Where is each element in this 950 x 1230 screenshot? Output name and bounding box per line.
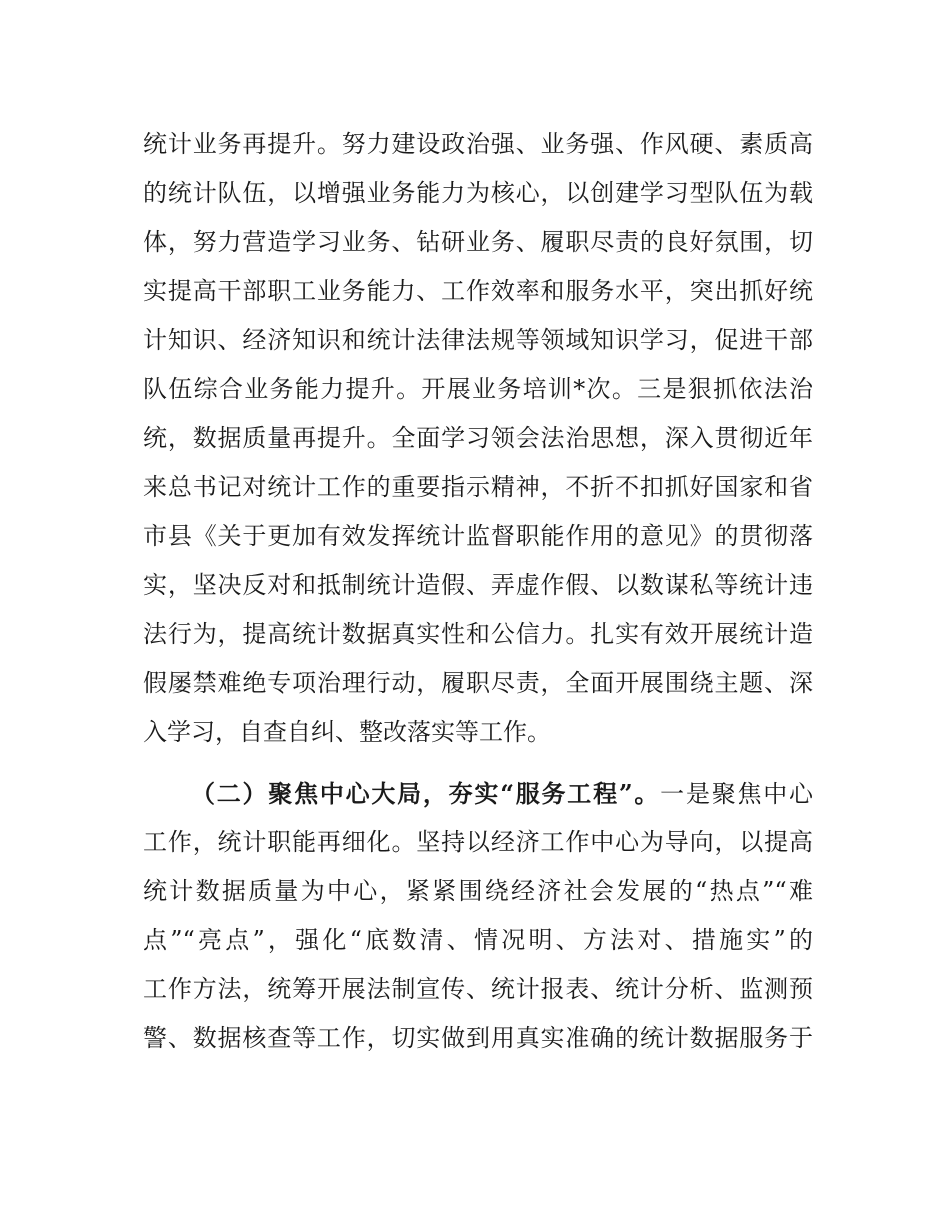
paragraph-1 [143,120,813,757]
text-line: 计知识、经济知识和统计法律法规等领域知识学习，促进干部 [143,326,813,354]
paragraph-2 [143,769,813,1063]
text-line: 点”“亮点”，强化“底数清、情况明、方法对、措施实”的 [143,926,813,954]
text-line: 工作方法，统筹开展法制宣传、统计报表、统计分析、监测预 [143,975,813,1003]
text-line: 法行为，提高统计数据真实性和公信力。扎实有效开展统计造 [143,620,813,648]
text-line: 警、数据核查等工作，切实做到用真实准确的统计数据服务于 [143,1024,813,1052]
text-line: 统计业务再提升。努力建设政治强、业务强、作风硬、素质高 [143,130,813,158]
text-line: 实，坚决反对和抵制统计造假、弄虚作假、以数谋私等统计违 [143,571,813,599]
text-line: 假屡禁难绝专项治理行动，履职尽责，全面开展围绕主题、深 [143,669,813,697]
text-line: 统，数据质量再提升。全面学习领会法治思想，深入贯彻近年 [143,424,813,452]
heading-line-continuation: 一是聚焦中心 [660,780,814,808]
text-line: 队伍综合业务能力提升。开展业务培训*次。三是狠抓依法治 [143,375,813,403]
section-heading-line [143,769,813,818]
text-line: 体，努力营造学习业务、钻研业务、履职尽责的良好氛围，切 [143,228,813,256]
text-line: 来总书记对统计工作的重要指示精神，不折不扣抓好国家和省 [143,473,813,501]
text-line: 市县《关于更加有效发挥统计监督职能作用的意见》的贯彻落 [143,522,813,550]
text-line: 实提高干部职工业务能力、工作效率和服务水平，突出抓好统 [143,277,813,305]
text-line: 的统计队伍，以增强业务能力为核心，以创建学习型队伍为载 [143,179,813,207]
text-line: 工作，统计职能再细化。坚持以经济工作中心为导向，以提高 [143,828,813,856]
document-body [143,120,813,1063]
section-heading: （二）聚焦中心大局，夯实“服务工程”。 [191,779,661,808]
paragraph-gap [143,757,813,769]
text-line: 入学习，自查自纠、整改落实等工作。 [143,718,551,746]
text-line: 统计数据质量为中心，紧紧围绕经济社会发展的“热点”“难 [143,877,813,905]
